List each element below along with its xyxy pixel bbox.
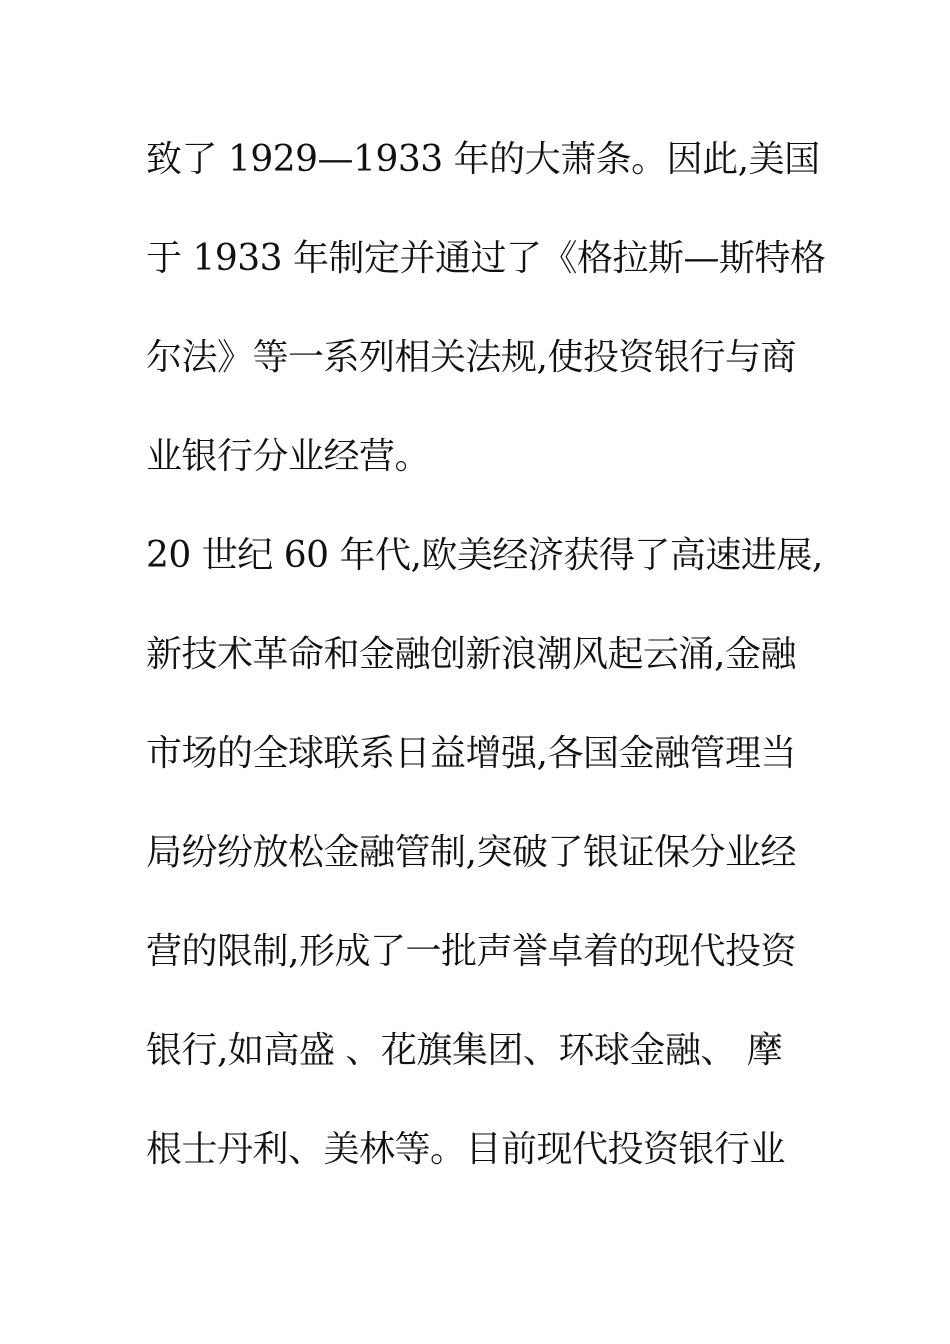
text-line: 业银行分业经营。 (146, 436, 431, 477)
text-line: 致了 1929—1933 年的大萧条。因此,美国 (146, 139, 820, 180)
text-line: 银行,如高盛 、花旗集团、环球金融、 摩 (146, 1030, 783, 1071)
text-line: 营的限制,形成了一批声誉卓着的现代投资 (146, 931, 796, 972)
text-line: 20 世纪 60 年代,欧美经济获得了高速进展, (146, 535, 823, 576)
text-line: 新技术革命和金融创新浪潮风起云涌,金融 (146, 634, 796, 675)
body-text (146, 128, 826, 1217)
text-line: 尔法》等一系列相关法规,使投资银行与商 (146, 337, 796, 378)
text-line: 市场的全球联系日益增强,各国金融管理当 (146, 733, 796, 774)
text-line: 根士丹利、美林等。目前现代投资银行业 (146, 1129, 786, 1170)
text-line: 于 1933 年制定并通过了《格拉斯—斯特格 (146, 238, 826, 279)
text-line: 局纷纷放松金融管制,突破了银证保分业经 (146, 832, 796, 873)
